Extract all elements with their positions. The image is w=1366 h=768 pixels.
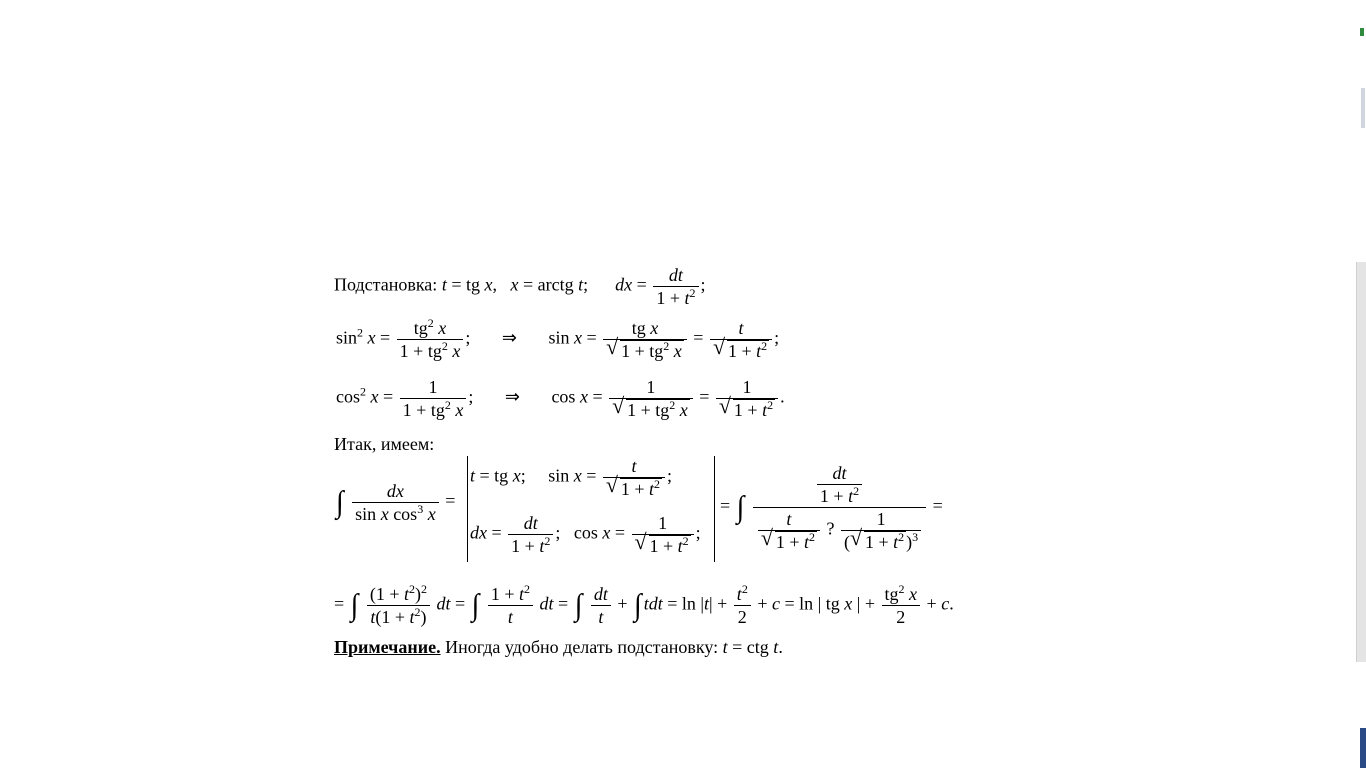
var-t: t (441, 274, 447, 295)
garbled-symbol: ? (826, 518, 835, 539)
note-line: Примечание. Иногда удобно делать подстановку: t = ctg t. (334, 637, 783, 657)
var-x: x (484, 274, 493, 295)
note-text: Иногда удобно делать подстановку: (445, 637, 719, 657)
fraction-tg2: $\frac{tg^2 x}{1 + tg^2 x}$ (397, 317, 464, 362)
denominator: $1 + t^2$ (656, 286, 696, 308)
subst-row-2: dx = $\frac{dt}{1 + t^2}$ ; cos x = 1 √ $1 + t^2$ ; (470, 512, 701, 557)
substitution-label: Подстановка: (334, 274, 438, 295)
var-x: x (510, 274, 519, 295)
differential-dx: dx (615, 274, 633, 295)
implies-symbol: ⇒ (501, 327, 517, 348)
substitution-bar-left (467, 456, 468, 562)
numerator: dt (653, 264, 698, 287)
fn-arctg: arctg (537, 274, 574, 295)
sin-squared-line: $\sin^2 x$ = $\frac{tg^2 x}{1 + tg^2 x}$ ; ⇒ sin x = tg x √ $1 + tg^2$ x = t √ $1 + t^2$ ; (336, 317, 779, 362)
substitution-line: Подстановка: t = tg x, x = arctg t; dx = $\frac{dt}{1 + t^2}$ ; (334, 265, 706, 308)
implies-symbol: ⇒ (504, 386, 520, 407)
fn-tg: tg (465, 274, 480, 295)
integral-transformed: = ∫ $\frac{dt}{1 + t^2}$ t √ $1 + t^2$ ? $\frac{1}{(√ 1 + t^2 )^3}$ = (720, 462, 943, 553)
note-label: Примечание. (334, 637, 441, 657)
substitution-bar-right (714, 456, 715, 562)
cos-squared-line: $\cos^2 x$ = $\frac{1}{1 + tg^2 x}$ ; ⇒ cos x = 1 √ $1 + tg^2$ x = 1 √ $1 + t^2$ . (336, 376, 785, 421)
integrand: $\frac{dx}{\sin x \cos^3 x}$ (352, 480, 439, 525)
fraction-cos2: $\frac{1}{1 + tg^2 x}$ (400, 376, 467, 421)
thus-label: Итак, имеем: (334, 434, 435, 454)
fraction-dt (653, 264, 698, 309)
fraction-sin-t: t √ $1 + t^2$ (710, 317, 772, 362)
integral-start: ∫ $\frac{dx}{\sin x \cos^3 x}$ = (336, 481, 456, 524)
fraction-cos: 1 √ $1 + tg^2$ x (609, 376, 693, 421)
result-line: = ∫ $\frac{(1 + t^2)^2}{t(1 + t^2)}$ dt = ∫ $\frac{1 + t^2}{t}$ dt = ∫ $\frac{dt}{t}$ + ∫ tdt = ln |t| + $\frac{t^2}{2}$ + c = ln | tg x | + $\frac{tg^2 x}{2}$ + c. (334, 582, 954, 627)
fraction-cos-t: 1 √ $1 + t^2$ (716, 376, 778, 421)
big-fraction: $\frac{dt}{1 + t^2}$ t √ $1 + t^2$ ? $\frac{1}{(√ 1 + t^2 )^3}$ (753, 462, 926, 553)
var-t: t (578, 274, 584, 295)
subst-row-1: t = tg x; sin x = t √ $1 + t^2$ ; (470, 455, 672, 500)
fraction-sin: tg x √ $1 + tg^2$ x (603, 317, 687, 362)
